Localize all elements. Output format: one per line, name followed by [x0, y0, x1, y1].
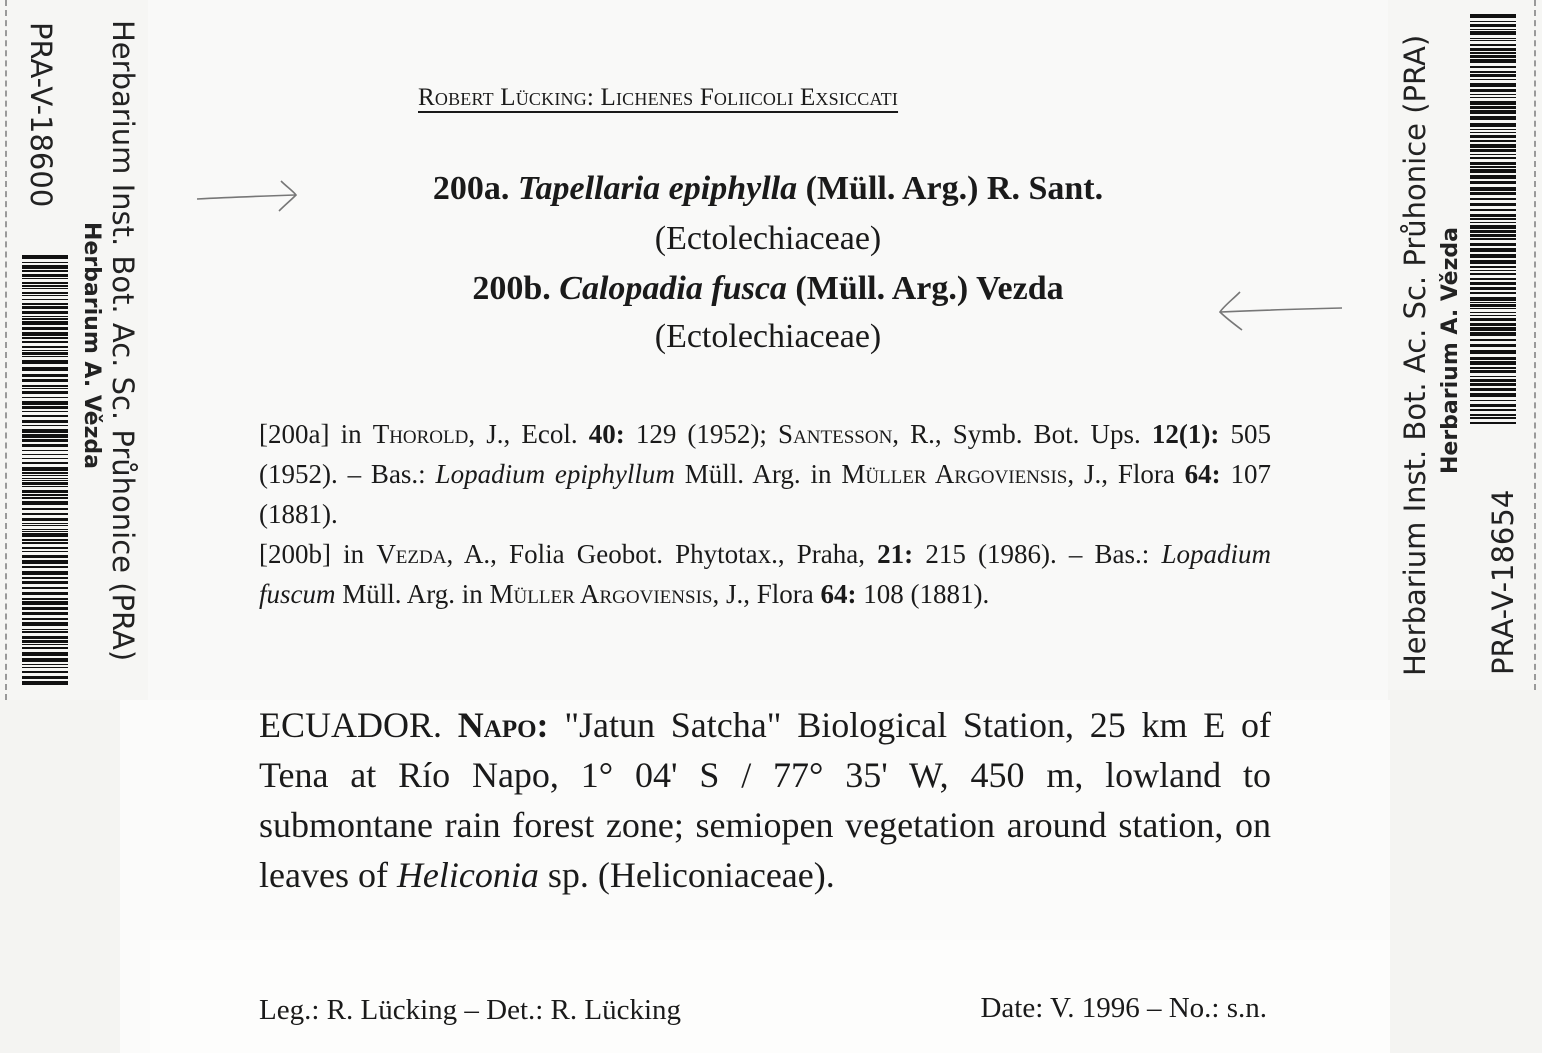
left-barcode: [22, 255, 68, 687]
taxon-200b: 200b. Calopadia fusca (Müll. Arg.) Vezda: [472, 270, 1064, 307]
right-collection-label: Herbarium A. Vězda: [1438, 226, 1463, 474]
reference-200b: [200b] in Vezda, A., Folia Geobot. Phytotax., Praha, 21: 215 (1986). – Bas.: Lopadium fuscum Müll. Arg. in Müller Argoviensis, J., Flora 64: 108 (1881).: [259, 539, 1271, 609]
collector-line: Leg.: R. Lücking – Det.: R. Lücking: [259, 994, 682, 1026]
taxon-200a: 200a. Tapellaria epiphylla (Müll. Arg.) R. Sant.: [432, 170, 1104, 207]
left-institution-label: Herbarium Inst. Bot. Ac. Sc. Průhonice (PRA): [106, 20, 140, 662]
right-institution-label: Herbarium Inst. Bot. Ac. Sc. Průhonice (PRA): [1398, 34, 1432, 676]
right-specimen-id: PRA-V-18654: [1486, 489, 1520, 675]
family-200b: (Ectolechiaceae): [654, 318, 882, 355]
series-title: Robert Lücking: Lichenes Foliicoli Exsiccati: [418, 84, 899, 111]
locality-text: ECUADOR. Napo: "Jatun Satcha" Biological Station, 25 km E of Tena at Río Napo, 1° 04' S / 77° 35' W, 450 m, lowland to submontane rain forest zone; semiopen vegetation around station, on leaves of Heliconia sp. (Heliconiaceae).: [259, 705, 1271, 895]
reference-200a: [200a] in Thorold, J., Ecol. 40: 129 (1952); Santesson, R., Symb. Bot. Ups. 12(1): 505 (1952). – Bas.: Lopadium epiphyllum Müll. Arg. in Müller Argoviensis, J., Flora 64: 107 (1881).: [259, 419, 1272, 529]
taxon-200a-name: Tapellaria epiphylla: [517, 170, 798, 207]
family-200a: (Ectolechiaceae): [654, 220, 882, 257]
date-number-line: Date: V. 1996 – No.: s.n.: [980, 992, 1267, 1024]
taxon-200b-name: Calopadia fusca: [559, 270, 787, 307]
left-specimen-id: PRA-V-18600: [24, 22, 58, 208]
left-cut-line: [5, 0, 7, 700]
left-collection-label: Herbarium A. Vězda: [79, 222, 104, 470]
right-barcode: [1470, 14, 1516, 426]
right-cut-line: [1534, 0, 1536, 690]
